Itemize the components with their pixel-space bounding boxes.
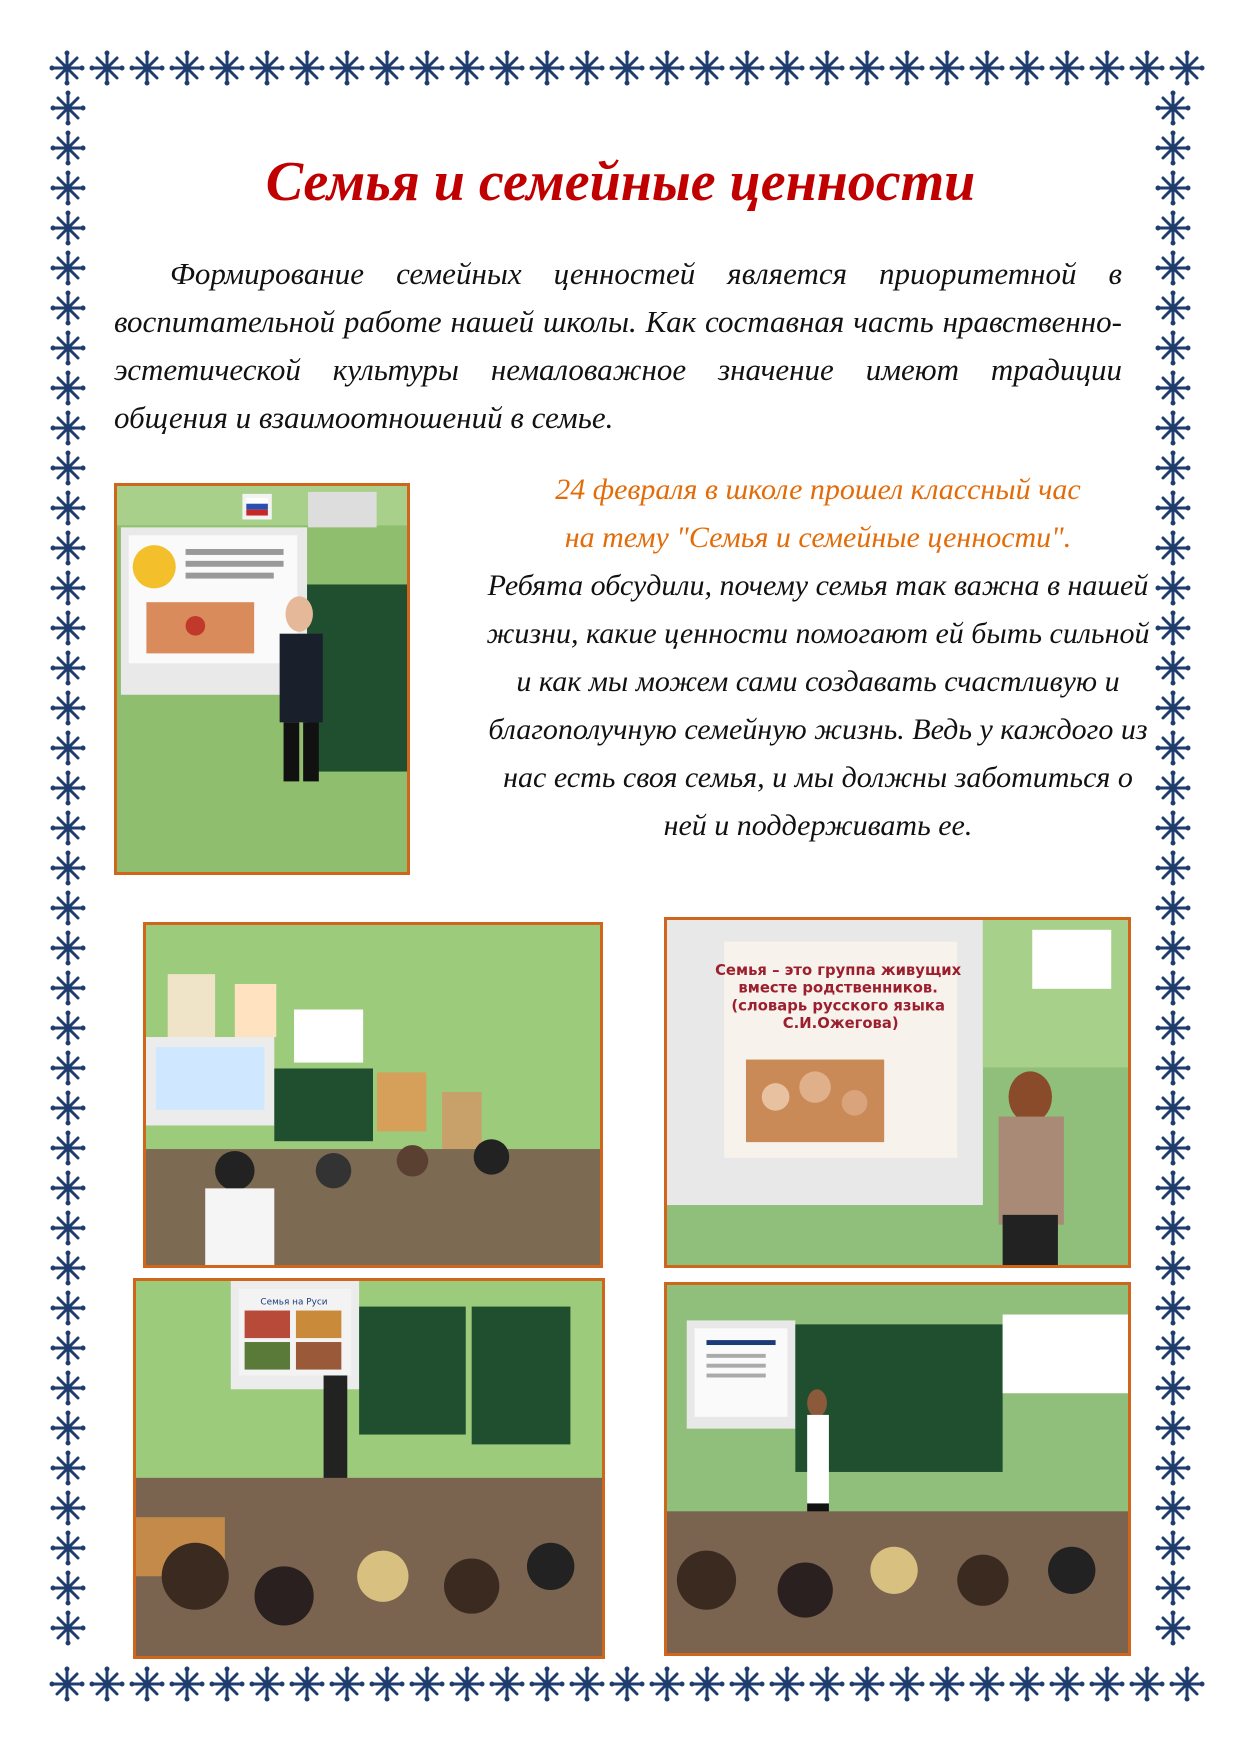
event-headline-line-2: на тему "Семья и семейные ценности".	[564, 521, 1072, 554]
photo-class-watching	[133, 1278, 605, 1659]
photo-student-presenting	[114, 483, 410, 875]
slide-rus-text: Семья на Руси	[260, 1297, 328, 1308]
photo-classroom-teacher	[143, 922, 603, 1268]
photo-girl-at-slide	[664, 917, 1131, 1268]
page-title: Семья и семейные ценности	[265, 151, 976, 213]
event-description	[478, 466, 1158, 850]
event-body: Ребята обсудили, почему семья так важна в нашей жизни, какие ценности помогают ей быть сильной и как мы можем сами создавать счастливую и благополучную семейную жизнь. Ведь у каждого из нас есть своя семья, и мы должны заботиться о ней и поддерживать ее.	[486, 569, 1150, 842]
ornament-border-right	[1151, 0, 1195, 1755]
event-headline-line-1: 24 февраля в школе прошел классный час	[555, 473, 1081, 506]
slide-quote-text: Семья – это группа живущих вместе родственников. (словарь русского языка С.И.Ожегова)	[715, 962, 962, 1033]
photo-student-presenting-class	[664, 1282, 1131, 1656]
ornament-border-bottom	[0, 1662, 1241, 1706]
ornament-border-left	[46, 0, 90, 1755]
ornament-border-top	[0, 46, 1241, 90]
intro-paragraph: Формирование семейных ценностей является приоритетной в воспитательной работе нашей школы. Как составная часть нравственно-эстетической культуры немаловажное значение имеют традиции общения и взаимоотношений в семье.	[114, 256, 1122, 435]
